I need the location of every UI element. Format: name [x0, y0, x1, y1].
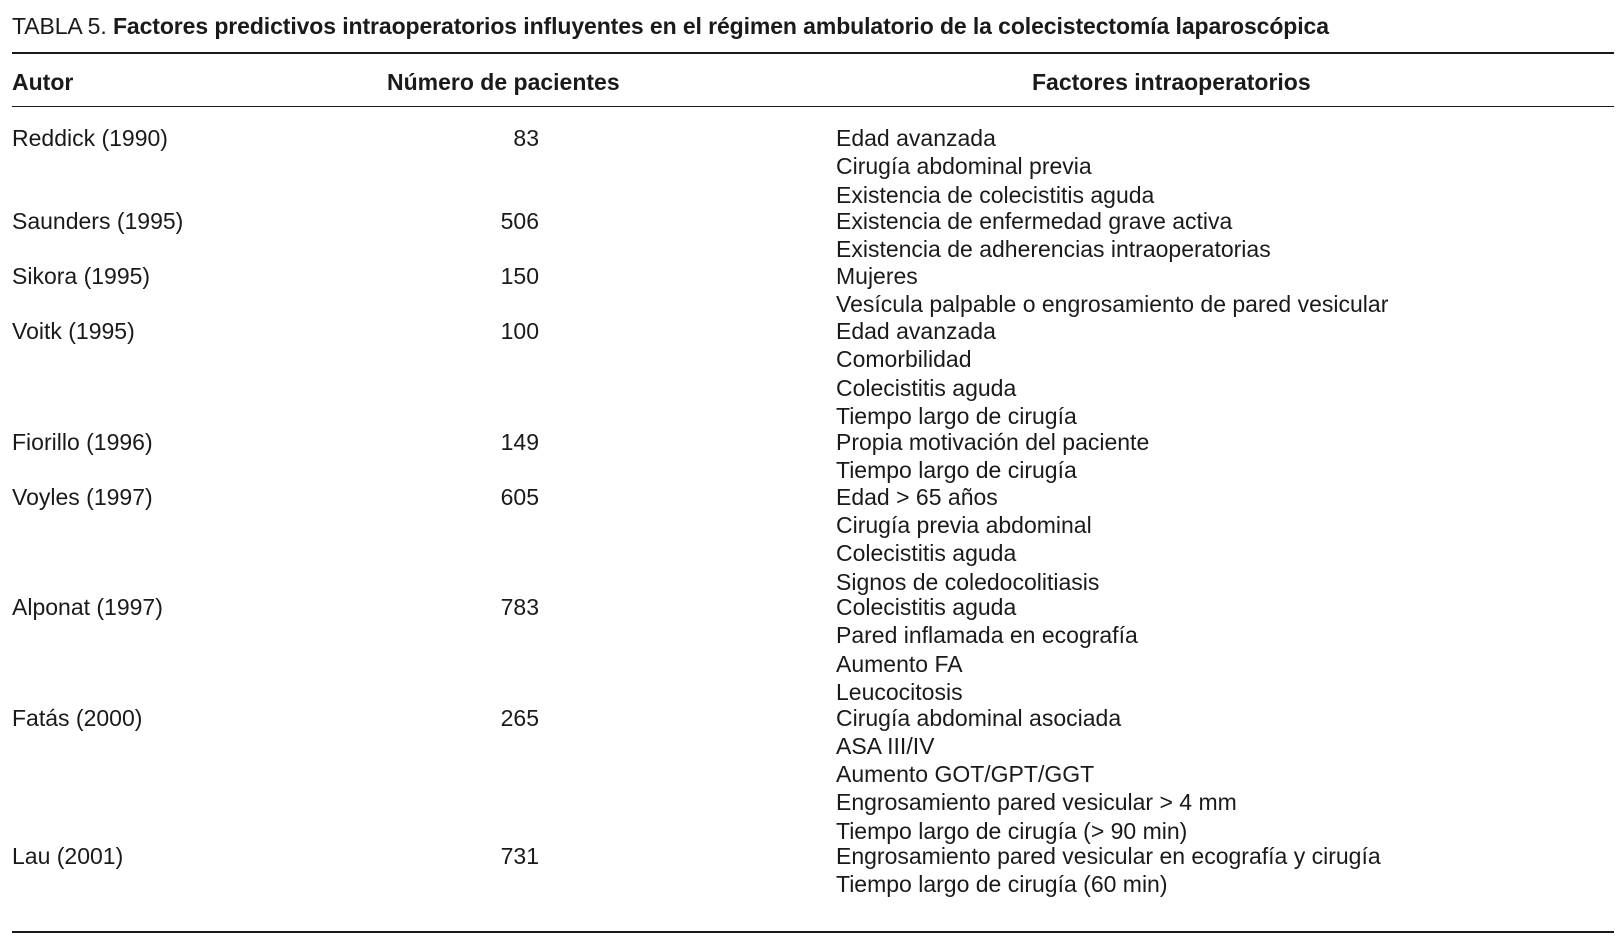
- factor-item: Cirugía abdominal previa: [836, 153, 1092, 180]
- table-row: [12, 842, 1614, 897]
- table-caption: [12, 12, 1329, 40]
- cell-autor: Lau (2001): [12, 842, 124, 869]
- cell-autor: Alponat (1997): [12, 594, 163, 621]
- factor-item: Existencia de enfermedad grave activa: [836, 207, 1233, 234]
- cell-autor: Fiorillo (1996): [12, 428, 153, 455]
- cell-factores: [836, 593, 1138, 706]
- factor-item: Tiempo largo de cirugía: [836, 403, 1077, 430]
- table-row: [12, 428, 1614, 483]
- factor-item: Vesícula palpable o engrosamiento de pared vesicular: [836, 291, 1389, 318]
- cell-pacientes: 265: [500, 704, 539, 731]
- cell-pacientes: 100: [500, 318, 539, 345]
- cell-autor: Voitk (1995): [12, 318, 135, 345]
- table-row: [12, 593, 1614, 706]
- cell-factores: [836, 842, 1381, 899]
- cell-autor: Voyles (1997): [12, 483, 153, 510]
- table-row: [12, 124, 1614, 207]
- factor-item: Colecistitis aguda: [836, 594, 1017, 621]
- factor-item: Leucocitosis: [836, 679, 963, 706]
- factor-item: Edad avanzada: [836, 125, 996, 151]
- factor-item: Cirugía previa abdominal: [836, 512, 1092, 539]
- factor-item: Colecistitis aguda: [836, 374, 1017, 401]
- factor-item: Signos de coledocolitiasis: [836, 568, 1100, 595]
- cell-factores: [836, 262, 1388, 319]
- cell-pacientes: 506: [500, 207, 539, 234]
- factor-item: Cirugía abdominal asociada: [836, 704, 1122, 731]
- table-body: [12, 124, 1614, 897]
- cell-factores: [836, 704, 1237, 845]
- cell-autor: Saunders (1995): [12, 207, 184, 234]
- factor-item: Engrosamiento pared vesicular en ecografía y cirugía: [836, 842, 1381, 869]
- factor-item: Tiempo largo de cirugía (60 min): [836, 870, 1168, 897]
- factor-item: Tiempo largo de cirugía: [836, 456, 1077, 483]
- cell-factores: [836, 428, 1149, 485]
- table-row: [12, 262, 1614, 317]
- cell-pacientes: 605: [500, 483, 539, 510]
- factor-item: Engrosamiento pared vesicular > 4 mm: [836, 789, 1237, 816]
- cell-autor: Fatás (2000): [12, 704, 143, 731]
- cell-factores: [836, 483, 1099, 596]
- factor-item: Colecistitis aguda: [836, 540, 1017, 567]
- header-factores: Factores intraoperatorios: [1032, 69, 1311, 95]
- cell-autor: Sikora (1995): [12, 262, 151, 289]
- bottom-rule: [12, 931, 1614, 933]
- factor-item: Aumento GOT/GPT/GGT: [836, 761, 1095, 788]
- cell-pacientes: 83: [513, 125, 539, 151]
- factor-item: ASA III/IV: [836, 732, 935, 759]
- cell-autor: Reddick (1990): [12, 125, 168, 151]
- header-pacientes: Número de pacientes: [387, 69, 620, 95]
- cell-pacientes: 783: [500, 594, 539, 621]
- factor-item: Propia motivación del paciente: [836, 428, 1150, 455]
- factor-item: Existencia de adherencias intraoperatorias: [836, 236, 1271, 263]
- header-autor: Autor: [12, 69, 74, 95]
- table-label: TABLA 5.: [12, 13, 107, 39]
- table-row: [12, 483, 1614, 593]
- table-row: [12, 207, 1614, 262]
- cell-factores: [836, 317, 1077, 430]
- table-row: [12, 317, 1614, 430]
- factor-item: Pared inflamada en ecografía: [836, 622, 1138, 649]
- factor-item: Comorbilidad: [836, 346, 972, 373]
- cell-factores: [836, 124, 1154, 209]
- factor-item: Aumento FA: [836, 650, 963, 677]
- table-title: Factores predictivos intraoperatorios influyentes en el régimen ambulatorio de la colecistectomía laparoscópica: [112, 13, 1329, 39]
- factor-item: Existencia de colecistitis aguda: [836, 181, 1155, 208]
- table-row: [12, 704, 1614, 842]
- cell-factores: [836, 207, 1271, 264]
- top-rule: [12, 52, 1614, 54]
- cell-pacientes: 731: [500, 842, 539, 869]
- factor-item: Tiempo largo de cirugía (> 90 min): [836, 817, 1188, 844]
- header-rule: [12, 106, 1614, 107]
- factor-item: Mujeres: [836, 262, 918, 289]
- cell-pacientes: 150: [500, 262, 539, 289]
- factor-item: Edad > 65 años: [836, 483, 998, 510]
- cell-pacientes: 149: [500, 428, 539, 455]
- factor-item: Edad avanzada: [836, 318, 996, 345]
